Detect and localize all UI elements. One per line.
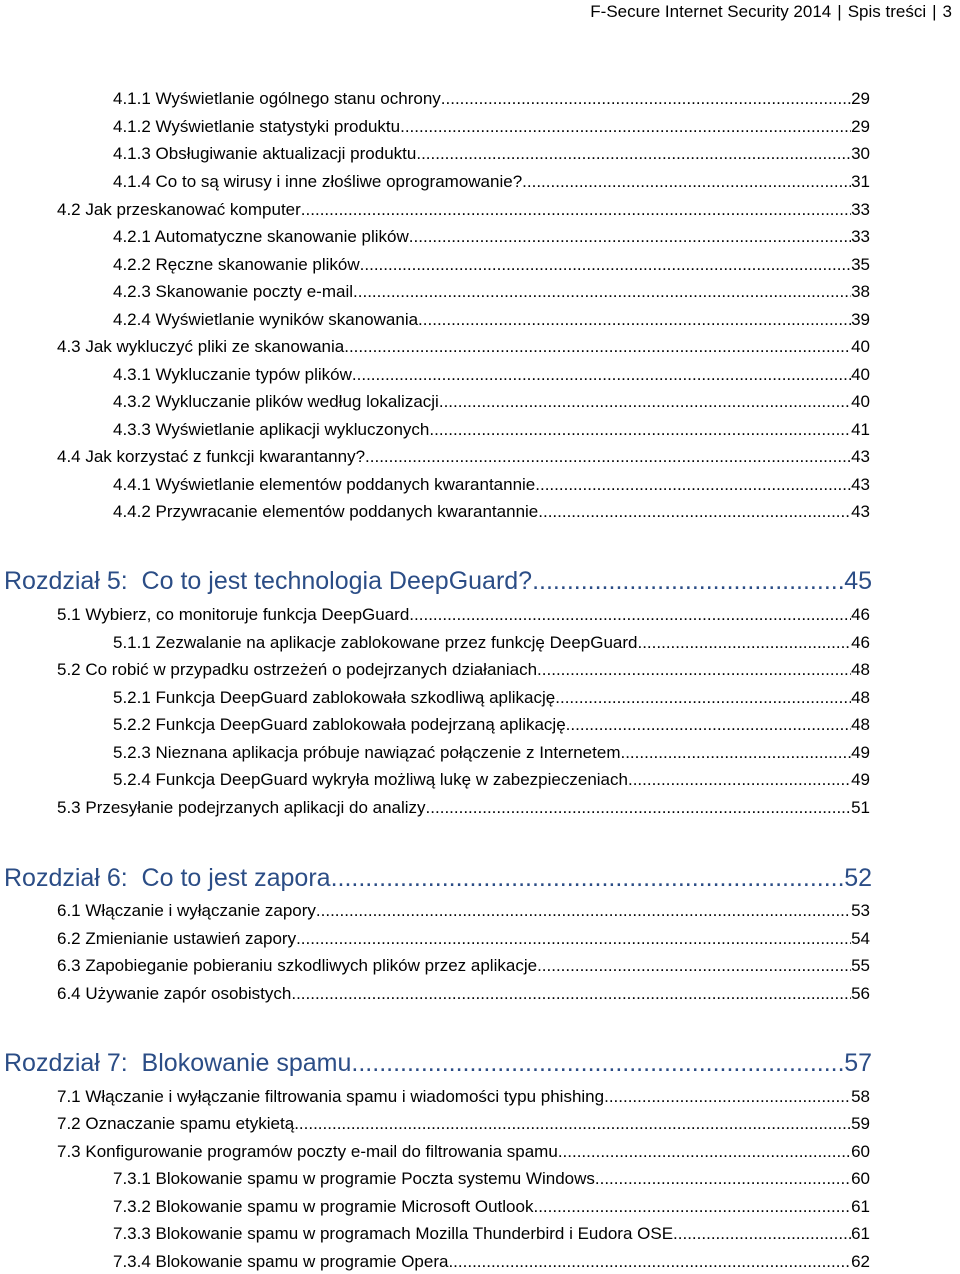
toc-leader [365, 446, 851, 468]
toc-entry-title: 4.1.4 Co to są wirusy i inne złośliwe oprogramowanie? [113, 172, 523, 191]
toc-entry-page: 40 [851, 337, 870, 356]
toc-entry-page: 30 [851, 144, 870, 163]
toc-entry[interactable] [57, 1086, 870, 1108]
toc-entry-title: 7.2 Oznaczanie spamu etykietą [57, 1114, 295, 1133]
toc-entry-title: 5.1.1 Zezwalanie na aplikacje zablokowane przez funkcję DeepGuard [113, 633, 638, 652]
toc-entry[interactable] [113, 364, 870, 386]
toc-leader [418, 309, 851, 331]
toc-entry[interactable] [113, 714, 870, 736]
toc-entry-page: 62 [851, 1252, 870, 1271]
toc-entry[interactable] [113, 143, 870, 165]
toc-entry[interactable] [57, 1113, 870, 1135]
toc-entry-title: 5.1 Wybierz, co monitoruje funkcja DeepGuard [57, 605, 410, 624]
toc-entry-page: 45 [844, 567, 872, 595]
toc-entry-page: 40 [851, 365, 870, 384]
toc-leader [558, 1141, 851, 1163]
toc-entry-title: 7.1 Włączanie i wyłączanie filtrowania spamu i wiadomości typu phishing [57, 1087, 605, 1106]
toc-entry-page: 52 [844, 864, 872, 892]
toc-leader [448, 1251, 851, 1273]
section-name: Spis treści [847, 2, 927, 21]
toc-entry[interactable] [113, 1251, 870, 1273]
toc-entry-page: 43 [851, 502, 870, 521]
toc-entry[interactable] [113, 309, 870, 331]
toc-entry-title: 4.2 Jak przeskanować komputer [57, 200, 301, 219]
toc-entry-page: 49 [851, 743, 870, 762]
toc-leader [353, 281, 851, 303]
toc-leader [409, 604, 851, 626]
toc-entry-title: 7.3.1 Blokowanie spamu w programie Poczta systemu Windows [113, 1169, 595, 1188]
toc-entry[interactable] [113, 254, 870, 276]
toc-leader [296, 928, 851, 950]
toc-entry-title: Rozdział 6: Co to jest zapora [4, 864, 331, 892]
toc-entry[interactable] [57, 955, 870, 977]
toc-entry-page: 31 [851, 172, 870, 191]
toc-entry-page: 61 [851, 1197, 870, 1216]
toc-entry-page: 57 [844, 1049, 872, 1077]
toc-entry-title: 7.3.3 Blokowanie spamu w programach Mozilla Thunderbird i Eudora OSE [113, 1224, 674, 1243]
toc-entry-page: 53 [851, 901, 870, 920]
toc-entry[interactable] [57, 797, 870, 819]
toc-entry[interactable] [113, 419, 870, 441]
toc-leader [291, 983, 851, 1005]
toc-entry-title: 4.2.3 Skanowanie poczty e-mail [113, 282, 354, 301]
toc-entry-page: 46 [851, 633, 870, 652]
toc-entry-page: 61 [851, 1224, 870, 1243]
toc-entry-title: 4.2.2 Ręczne skanowanie plików [113, 255, 360, 274]
toc-entry[interactable] [113, 474, 870, 496]
toc-entry[interactable] [113, 687, 870, 709]
toc-entry[interactable] [57, 604, 870, 626]
toc-entry-title: 7.3 Konfigurowanie programów poczty e-mail do filtrowania spamu [57, 1142, 558, 1161]
toc-leader [301, 199, 851, 221]
toc-entry[interactable] [57, 446, 870, 468]
toc-entry-page: 59 [851, 1114, 870, 1133]
toc-entry[interactable] [113, 391, 870, 413]
toc-entry-title: 4.2.4 Wyświetlanie wyników skanowania [113, 310, 419, 329]
toc-leader [620, 742, 851, 764]
toc-entry-page: 38 [851, 282, 870, 301]
toc-entry-title: 4.3 Jak wykluczyć pliki ze skanowania [57, 337, 345, 356]
toc-entry[interactable] [113, 1168, 870, 1190]
toc-entry-title: 5.2.2 Funkcja DeepGuard zablokowała podejrzaną aplikację [113, 715, 566, 734]
toc-entry[interactable] [113, 116, 870, 138]
toc-entry[interactable] [57, 1141, 870, 1163]
toc-entry[interactable] [113, 1223, 870, 1245]
toc-entry-title: 6.2 Zmienianie ustawień zapory [57, 929, 297, 948]
toc-entry-page: 33 [851, 200, 870, 219]
toc-leader [533, 1196, 851, 1218]
toc-leader [595, 1168, 851, 1190]
toc-entry[interactable] [113, 742, 870, 764]
toc-leader [535, 474, 851, 496]
toc-leader [637, 632, 851, 654]
toc-entry-title: 7.3.2 Blokowanie spamu w programie Microsoft Outlook [113, 1197, 534, 1216]
toc-entry-page: 29 [851, 89, 870, 108]
toc-entry[interactable] [113, 769, 870, 791]
toc-entry-title: 4.1.3 Obsługiwanie aktualizacji produktu [113, 144, 417, 163]
toc-entry-page: 29 [851, 117, 870, 136]
toc-entry-page: 58 [851, 1087, 870, 1106]
toc-leader [604, 1086, 851, 1108]
toc-entry-page: 56 [851, 984, 870, 1003]
toc-leader [537, 955, 851, 977]
toc-entry-title: 4.1.2 Wyświetlanie statystyki produktu [113, 117, 401, 136]
toc-entry[interactable] [113, 88, 870, 110]
toc-leader [555, 687, 851, 709]
toc-leader [522, 171, 851, 193]
toc-entry-title: Rozdział 5: Co to jest technologia DeepGuard? [4, 567, 533, 595]
toc-entry-title: 5.2.3 Nieznana aplikacja próbuje nawiązać połączenie z Internetem [113, 743, 621, 762]
toc-entry[interactable] [57, 336, 870, 358]
toc-entry-page: 39 [851, 310, 870, 329]
toc-leader [426, 797, 852, 819]
toc-leader [316, 900, 851, 922]
header-separator: | [932, 2, 937, 21]
toc-leader [537, 659, 851, 681]
toc-entry[interactable] [113, 171, 870, 193]
toc-entry-title: 4.4.1 Wyświetlanie elementów poddanych kwarantannie [113, 475, 536, 494]
toc-entry[interactable] [113, 281, 870, 303]
toc-entry[interactable] [57, 928, 870, 950]
toc-leader [344, 336, 851, 358]
toc-entry-title: Rozdział 7: Blokowanie spamu [4, 1049, 352, 1077]
toc-entry-title: 6.1 Włączanie i wyłączanie zapory [57, 901, 316, 920]
toc-entry-title: 4.4.2 Przywracanie elementów poddanych kwarantannie [113, 502, 539, 521]
toc-entry-title: 4.3.2 Wykluczanie plików według lokalizacji [113, 392, 439, 411]
toc-entry-page: 35 [851, 255, 870, 274]
toc-entry-page: 43 [851, 447, 870, 466]
toc-entry-page: 43 [851, 475, 870, 494]
toc-leader [294, 1113, 851, 1135]
chapter-heading[interactable] [4, 862, 872, 894]
toc-entry-title: 4.4 Jak korzystać z funkcji kwarantanny? [57, 447, 366, 466]
toc-entry[interactable] [57, 983, 870, 1005]
toc-entry-title: 4.1.1 Wyświetlanie ogólnego stanu ochrony [113, 89, 441, 108]
toc-entry-page: 48 [851, 688, 870, 707]
toc-entry-page: 48 [851, 715, 870, 734]
toc-leader [441, 88, 851, 110]
toc-entry-title: 5.2 Co robić w przypadku ostrzeżeń o podejrzanych działaniach [57, 660, 538, 679]
toc-entry-page: 49 [851, 770, 870, 789]
toc-entry[interactable] [113, 632, 870, 654]
toc-leader [409, 226, 851, 248]
toc-entry-title: 4.3.3 Wyświetlanie aplikacji wykluczonych [113, 420, 430, 439]
toc-entry[interactable] [113, 501, 870, 523]
toc-leader [538, 501, 851, 523]
toc-entry[interactable] [113, 226, 870, 248]
toc-entry[interactable] [113, 1196, 870, 1218]
toc-leader [400, 116, 851, 138]
toc-entry-title: 7.3.4 Blokowanie spamu w programie Opera [113, 1252, 449, 1271]
toc-entry-title: 5.3 Przesyłanie podejrzanych aplikacji do analizy [57, 798, 426, 817]
toc-entry-title: 4.2.1 Automatyczne skanowanie plików [113, 227, 409, 246]
toc-entry-title: 5.2.1 Funkcja DeepGuard zablokowała szkodliwą aplikację [113, 688, 556, 707]
toc-entry-page: 40 [851, 392, 870, 411]
toc-entry-page: 60 [851, 1142, 870, 1161]
toc-leader [416, 143, 851, 165]
toc-entry-title: 4.3.1 Wykluczanie typów plików [113, 365, 352, 384]
toc-entry-page: 54 [851, 929, 870, 948]
toc-leader [429, 419, 851, 441]
toc-entry-title: 6.4 Używanie zapór osobistych [57, 984, 292, 1003]
toc-leader [566, 714, 851, 736]
toc-leader [331, 862, 845, 894]
toc-leader [532, 565, 844, 597]
toc-leader [628, 769, 851, 791]
toc-leader [673, 1223, 851, 1245]
header-separator: | [837, 2, 842, 21]
chapter-heading[interactable] [4, 565, 872, 597]
page-number: 3 [942, 2, 952, 21]
toc-leader [360, 254, 851, 276]
toc-entry-title: 5.2.4 Funkcja DeepGuard wykryła możliwą lukę w zabezpieczeniach [113, 770, 628, 789]
toc-entry-page: 46 [851, 605, 870, 624]
toc-leader [352, 364, 851, 386]
toc-entry-page: 60 [851, 1169, 870, 1188]
toc-entry-title: 6.3 Zapobieganie pobieraniu szkodliwych plików przez aplikacje [57, 956, 538, 975]
toc-entry[interactable] [57, 199, 870, 221]
toc-entry-page: 51 [851, 798, 870, 817]
toc-entry[interactable] [57, 659, 870, 681]
toc-leader [439, 391, 851, 413]
document-title: F-Secure Internet Security 2014 [590, 2, 832, 21]
toc-leader [351, 1047, 844, 1079]
toc-entry-page: 55 [851, 956, 870, 975]
chapter-heading[interactable] [4, 1047, 872, 1079]
toc-entry-page: 33 [851, 227, 870, 246]
toc-entry-page: 41 [851, 420, 870, 439]
toc-entry[interactable] [57, 900, 870, 922]
toc-entry-page: 48 [851, 660, 870, 679]
